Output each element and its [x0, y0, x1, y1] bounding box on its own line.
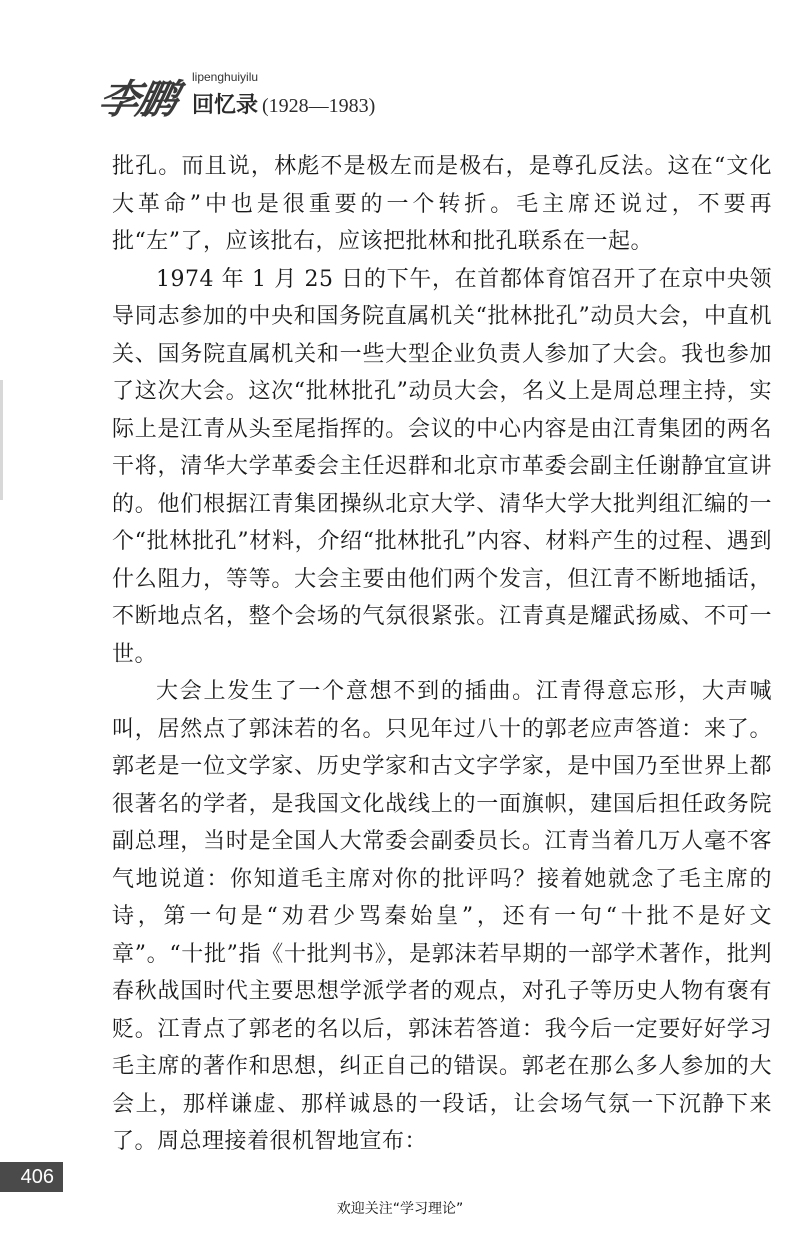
header-pinyin: lipenghuiyilu	[192, 70, 259, 84]
page-number-rule	[62, 1162, 63, 1192]
book-years: (1928—1983)	[262, 95, 376, 117]
page-number: 406	[0, 1162, 62, 1192]
book-title	[192, 88, 375, 119]
body-text	[112, 148, 772, 1161]
book-title-text: 回忆录	[192, 92, 259, 118]
paragraph: 大会上发生了一个意想不到的插曲。江青得意忘形，大声喊叫，居然点了郭沫若的名。只见年过八十的郭老应声答道：来了。郭老是一位文学家、历史学家和古文字学家，是中国乃至世界上都很著名的学者，是我国文化战线上的一面旗帜，建国后担任政务院副总理，当时是全国人大常委会副委员长。江青当着几万人毫不客气地说道：你知道毛主席对你的批评吗？接着她就念了毛主席的诗，第一句是“劝君少骂秦始皇”，还有一句“十批不是好文章”。“十批”指《十批判书》，是郭沫若早期的一部学术著作，批判春秋战国时代主要思想学派学者的观点，对孔子等历史人物有褒有贬。江青点了郭老的名以后，郭沫若答道：我今后一定要好好学习毛主席的著作和思想，纠正自己的错误。郭老在那么多人参加的大会上，那样谦虚、那样诚恳的一段话，让会场气氛一下沉静下来了。周总理接着很机智地宣布：	[112, 679, 772, 1154]
footer-note: 欢迎关注“学习理论”	[336, 1201, 464, 1217]
paragraph-continued: 批孔。而且说，林彪不是极左而是极右，是尊孔反法。这在“文化大革命”中也是很重要的一个转折。毛主席还说过，不要再批“左”了，应该批右，应该把批林和批孔联系在一起。	[112, 154, 772, 254]
paragraph: 1974 年 1 月 25 日的下午，在首都体育馆召开了在京中央领导同志参加的中央和国务院直属机关“批林批孔”动员大会，中直机关、国务院直属机关和一些大型企业负责人参加了大会。我也参加了这次大会。这次“批林批孔”动员大会，名义上是周总理主持，实际上是江青从头至尾指挥的。会议的中心内容是由江青集团的两名干将，清华大学革委会主任迟群和北京市革委会副主任谢静宜宣讲的。他们根据江青集团操纵北京大学、清华大学大批判组汇编的一个“批林批孔”材料，介绍“批林批孔”内容、材料产生的过程、遇到什么阻力，等等。大会主要由他们两个发言，但江青不断地插话，不断地点名，整个会场的气氛很紧张。江青真是耀武扬威、不可一世。	[112, 266, 772, 667]
page-edge-shadow	[0, 380, 3, 500]
author-signature-logo: 李鹏	[94, 76, 181, 123]
running-header	[94, 68, 700, 123]
